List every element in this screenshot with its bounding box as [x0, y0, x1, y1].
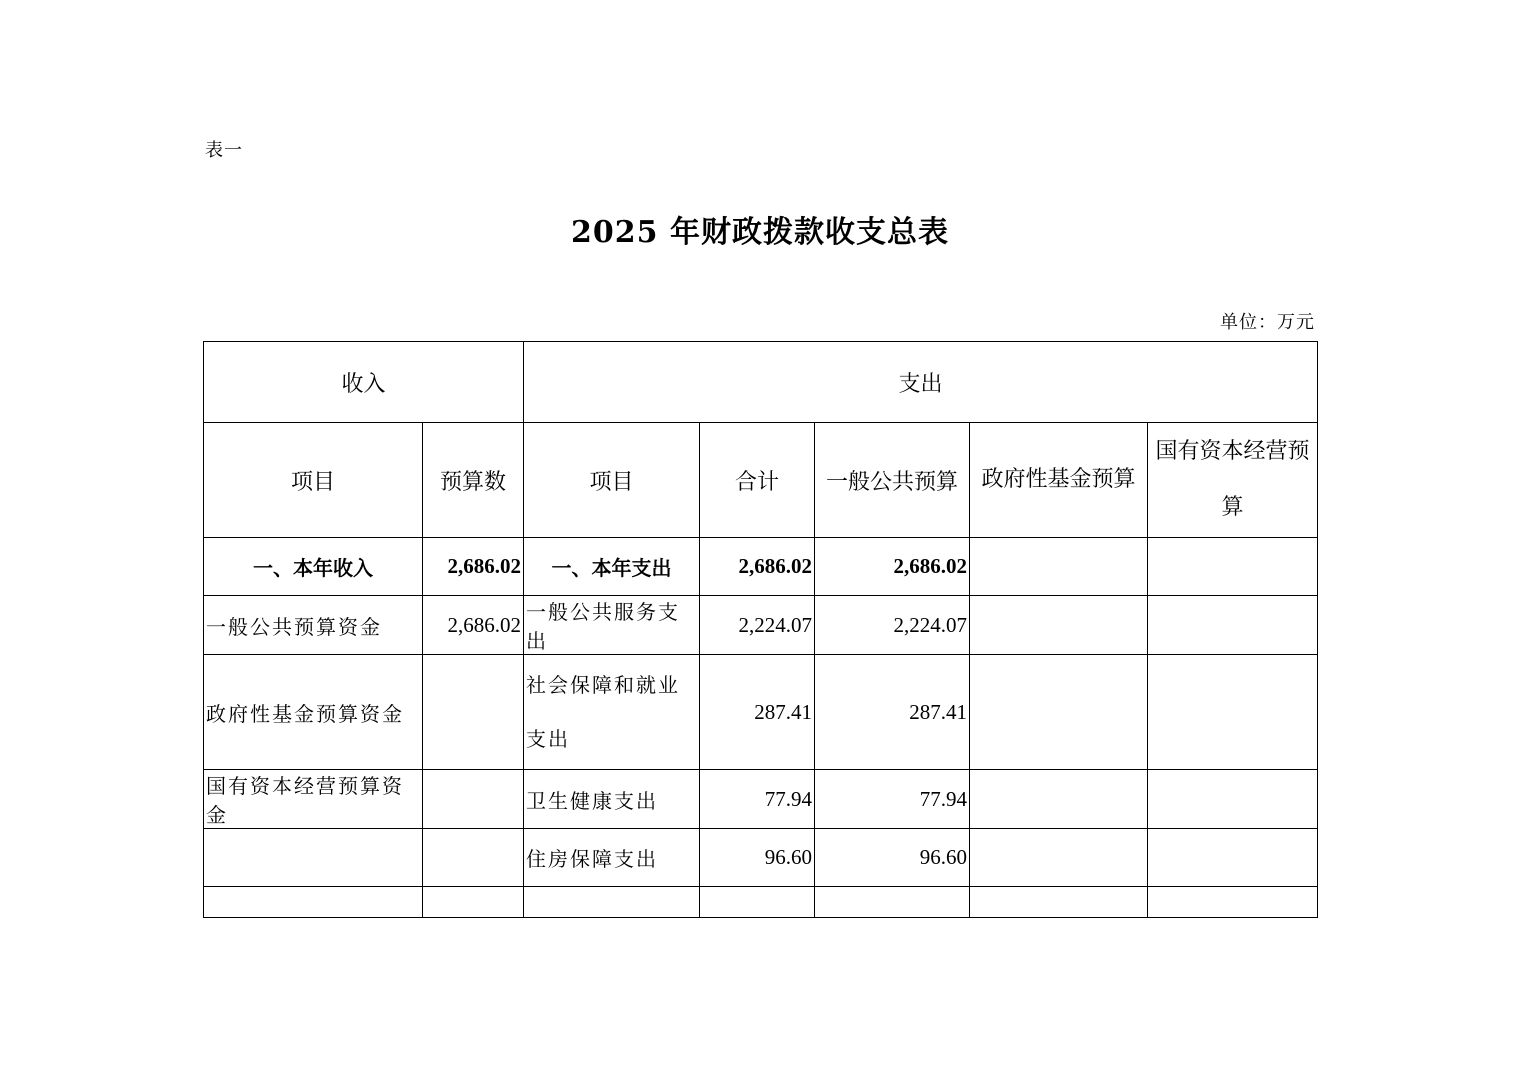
income-item-cell: 国有资本经营预算资金: [204, 770, 423, 829]
general-public-cell: 287.41: [815, 655, 970, 770]
general-public-cell: 77.94: [815, 770, 970, 829]
income-budget-cell: [423, 655, 524, 770]
unit-label: 单位：万元: [1220, 312, 1315, 333]
budget-table: [203, 341, 1318, 918]
state-capital-header: 国有资本经营预算: [1148, 423, 1318, 538]
general-public-header: 一般公共预算: [815, 423, 970, 538]
gov-fund-cell: [970, 770, 1148, 829]
table-row: [204, 655, 1318, 770]
state-capital-cell: [1148, 887, 1318, 918]
expense-item-cell: 住房保障支出: [524, 829, 700, 887]
income-item-cell: [204, 829, 423, 887]
expense-group-header: 支出: [524, 342, 1318, 423]
expense-item-cell: [524, 887, 700, 918]
state-capital-cell: [1148, 538, 1318, 596]
state-capital-cell: [1148, 655, 1318, 770]
general-public-cell: 2,224.07: [815, 596, 970, 655]
total-cell: 287.41: [700, 655, 815, 770]
income-budget-cell: 2,686.02: [423, 538, 524, 596]
income-budget-cell: [423, 887, 524, 918]
total-cell: 96.60: [700, 829, 815, 887]
total-cell: 2,686.02: [700, 538, 815, 596]
income-budget-header: 预算数: [423, 423, 524, 538]
table-row: [204, 770, 1318, 829]
total-header: 合计: [700, 423, 815, 538]
gov-fund-cell: [970, 887, 1148, 918]
expense-item-cell: 卫生健康支出: [524, 770, 700, 829]
income-item-cell: [204, 887, 423, 918]
income-budget-cell: [423, 829, 524, 887]
state-capital-cell: [1148, 829, 1318, 887]
column-header-row: [204, 423, 1318, 538]
income-budget-cell: [423, 770, 524, 829]
expense-item-cell: 社会保障和就业支出: [524, 655, 700, 770]
total-cell: 2,224.07: [700, 596, 815, 655]
general-public-cell: 96.60: [815, 829, 970, 887]
page-title: 2025 年财政拨款收支总表: [571, 215, 949, 250]
gov-fund-cell: [970, 596, 1148, 655]
state-capital-cell: [1148, 770, 1318, 829]
state-capital-cell: [1148, 596, 1318, 655]
gov-fund-cell: [970, 538, 1148, 596]
table-row: [204, 538, 1318, 596]
expense-item-header: 项目: [524, 423, 700, 538]
income-item-cell: 一、本年收入: [204, 538, 423, 596]
general-public-cell: [815, 887, 970, 918]
group-header-row: [204, 342, 1318, 423]
total-cell: 77.94: [700, 770, 815, 829]
expense-item-cell: 一般公共服务支出: [524, 596, 700, 655]
table-row: [204, 596, 1318, 655]
expense-item-cell: 一、本年支出: [524, 538, 700, 596]
income-item-cell: 政府性基金预算资金: [204, 655, 423, 770]
gov-fund-cell: [970, 655, 1148, 770]
income-group-header: 收入: [204, 342, 524, 423]
income-item-header: 项目: [204, 423, 423, 538]
general-public-cell: 2,686.02: [815, 538, 970, 596]
income-budget-cell: 2,686.02: [423, 596, 524, 655]
table-label: 表一: [205, 140, 243, 161]
table-row: [204, 829, 1318, 887]
gov-fund-cell: [970, 829, 1148, 887]
income-item-cell: 一般公共预算资金: [204, 596, 423, 655]
gov-fund-header: 政府性基金预算: [970, 423, 1148, 538]
total-cell: [700, 887, 815, 918]
table-row: [204, 887, 1318, 918]
